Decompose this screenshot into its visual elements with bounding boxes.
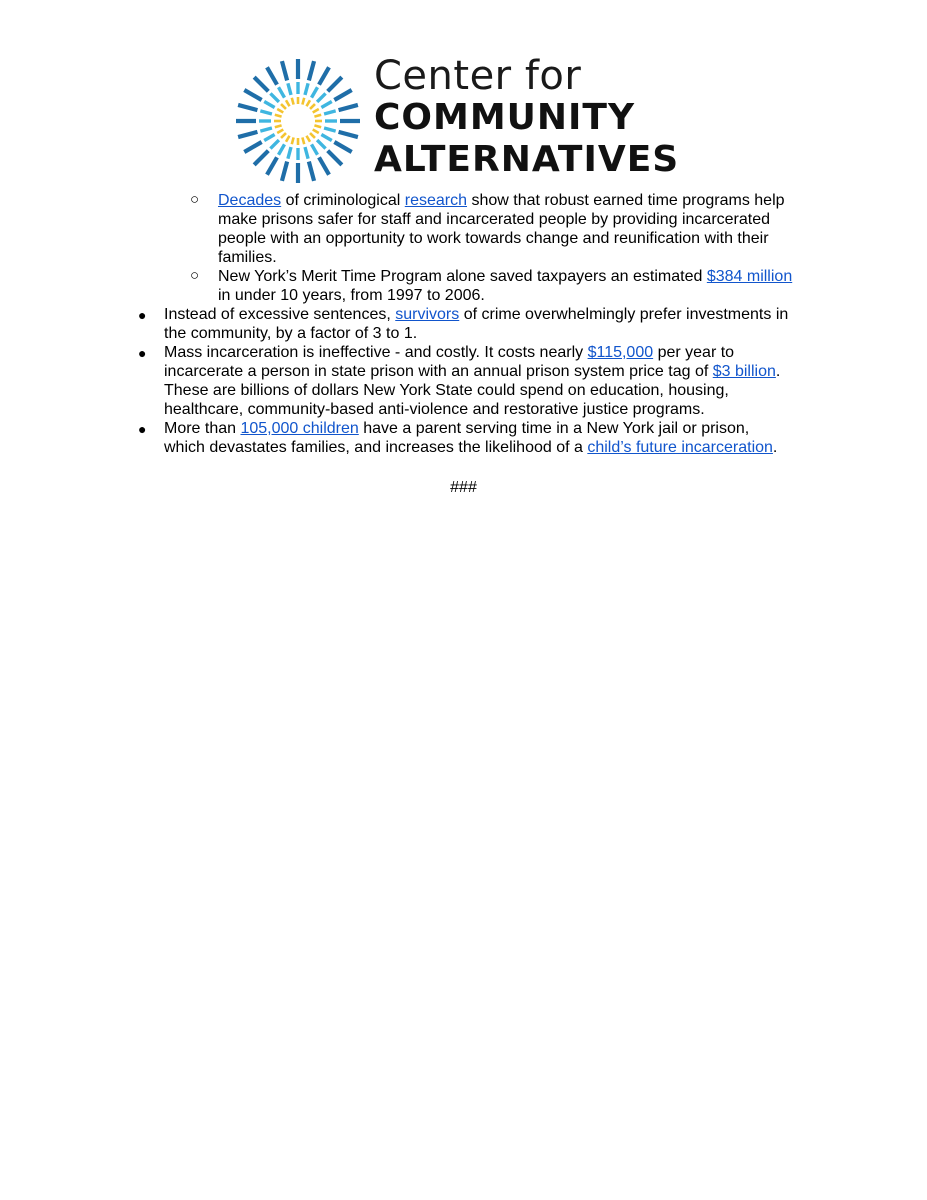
logo-ray-inner <box>313 109 319 113</box>
logo-ray-middle <box>321 102 331 108</box>
logo-ray-middle <box>305 83 308 95</box>
text-run: of criminological <box>281 192 405 209</box>
logo-ray-outer <box>319 67 329 84</box>
text-line <box>164 305 788 324</box>
text-line <box>164 419 749 438</box>
text-line <box>218 191 785 210</box>
text-line: in under 10 years, from 1997 to 2006. <box>218 287 485 304</box>
text-run: which devastates families, and increases the likelihood of a <box>164 439 588 456</box>
text-run: More than <box>164 420 241 437</box>
logo-ray-middle <box>324 128 336 131</box>
bullet-marker: ● <box>138 421 147 437</box>
logo-ray-outer <box>244 142 261 152</box>
logo-ray-middle <box>312 144 318 154</box>
logo-wordmark <box>374 55 704 181</box>
logo-ray-inner <box>307 100 311 106</box>
logo-ray-outer <box>309 61 314 80</box>
text-run: have a parent serving time in a New York jail or prison, <box>358 420 750 437</box>
text-line <box>164 343 734 362</box>
text-run: incarcerate a person in state prison with an annual prison system price tag of <box>164 363 713 380</box>
text-run: per year to <box>653 344 735 361</box>
logo-ray-middle <box>279 144 285 154</box>
logo-ray-inner <box>275 125 282 127</box>
logo-ray-outer <box>334 90 351 100</box>
link-research[interactable]: research <box>404 192 468 209</box>
text-run: . <box>772 439 778 456</box>
text-line: make prisons safer for staff and incarcerated people by providing incarcerated <box>218 211 771 228</box>
logo-ray-middle <box>312 87 318 97</box>
link-105000-children[interactable]: 105,000 children <box>240 420 359 437</box>
logo-line-alternatives: ALTERNATIVES <box>374 139 680 180</box>
logo-ray-middle <box>288 147 291 159</box>
link-childs-future-incarceration[interactable]: child’s future incarceration <box>587 439 773 456</box>
logo-ray-outer <box>328 151 342 165</box>
logo-ray-outer <box>254 77 268 91</box>
sunburst-logo-icon <box>234 57 362 185</box>
logo-ray-middle <box>270 93 278 101</box>
logo-ray-middle <box>317 93 325 101</box>
logo-ray-outer <box>238 132 257 137</box>
logo-ray-outer <box>282 61 287 80</box>
logo-ray-middle <box>264 102 274 108</box>
logo-ray-outer <box>339 132 358 137</box>
logo-ray-middle <box>264 135 274 141</box>
logo-ray-inner <box>307 136 311 142</box>
link-survivors[interactable]: survivors <box>395 306 460 323</box>
logo-ray-inner <box>281 133 286 138</box>
bullet-marker: ● <box>138 345 147 361</box>
logo-ray-inner <box>286 100 290 106</box>
text-line: people with an opportunity to work towards change and reunification with their <box>218 230 769 247</box>
sub-bullet-marker: ○ <box>190 267 200 284</box>
logo-ray-inner <box>277 109 283 113</box>
logo-ray-middle <box>279 87 285 97</box>
logo-ray-middle <box>305 147 308 159</box>
organization-logo <box>234 55 704 185</box>
logo-ray-middle <box>260 111 272 114</box>
logo-ray-outer <box>267 67 277 84</box>
text-line: These are billions of dollars New York State could spend on education, housing, <box>164 382 729 399</box>
logo-ray-inner <box>275 115 282 117</box>
logo-ray-outer <box>319 157 329 174</box>
logo-ray-middle <box>324 111 336 114</box>
link-384-million[interactable]: $384 million <box>706 268 793 285</box>
logo-ray-outer <box>328 77 342 91</box>
sub-bullet-marker: ○ <box>190 191 200 208</box>
text-line: healthcare, community-based anti-violence and restorative justice programs. <box>164 401 705 418</box>
logo-ray-middle <box>260 128 272 131</box>
text-line <box>164 438 777 457</box>
logo-ray-outer <box>267 157 277 174</box>
logo-ray-middle <box>321 135 331 141</box>
end-mark: ### <box>450 479 477 496</box>
link-115000[interactable]: $115,000 <box>587 344 654 361</box>
link-3-billion[interactable]: $3 billion <box>712 363 776 380</box>
logo-ray-inner <box>281 104 286 109</box>
logo-ray-inner <box>310 133 315 138</box>
logo-ray-inner <box>310 104 315 109</box>
text-run: Mass incarceration is ineffective - and costly. It costs nearly <box>164 344 588 361</box>
logo-ray-inner <box>302 98 304 105</box>
link-decades[interactable]: Decades <box>218 192 282 209</box>
text-run: show that robust earned time programs help <box>467 192 785 209</box>
logo-ray-outer <box>309 162 314 181</box>
logo-ray-inner <box>302 137 304 144</box>
logo-ray-inner <box>292 137 294 144</box>
logo-ray-inner <box>292 98 294 105</box>
text-run: Instead of excessive sentences, <box>164 306 396 323</box>
text-line: families. <box>218 249 277 266</box>
logo-ray-outer <box>339 105 358 110</box>
text-line: the community, by a factor of 3 to 1. <box>164 325 418 342</box>
logo-line-center-for: Center for <box>374 53 582 99</box>
logo-ray-outer <box>244 90 261 100</box>
logo-ray-outer <box>254 151 268 165</box>
logo-ray-outer <box>334 142 351 152</box>
text-run: . <box>775 363 781 380</box>
logo-ray-inner <box>277 130 283 134</box>
logo-ray-inner <box>314 115 321 117</box>
logo-ray-inner <box>286 136 290 142</box>
logo-ray-inner <box>313 130 319 134</box>
logo-ray-middle <box>317 140 325 148</box>
bullet-marker: ● <box>138 307 147 323</box>
logo-ray-middle <box>288 83 291 95</box>
text-line <box>218 267 792 286</box>
logo-ray-middle <box>270 140 278 148</box>
text-run: New York’s Merit Time Program alone saved taxpayers an estimated <box>218 268 707 285</box>
text-line <box>164 362 780 381</box>
logo-ray-outer <box>238 105 257 110</box>
logo-ray-inner <box>314 125 321 127</box>
logo-ray-outer <box>282 162 287 181</box>
logo-line-community: COMMUNITY <box>374 97 636 138</box>
text-run: of crime overwhelmingly prefer investments in <box>459 306 789 323</box>
